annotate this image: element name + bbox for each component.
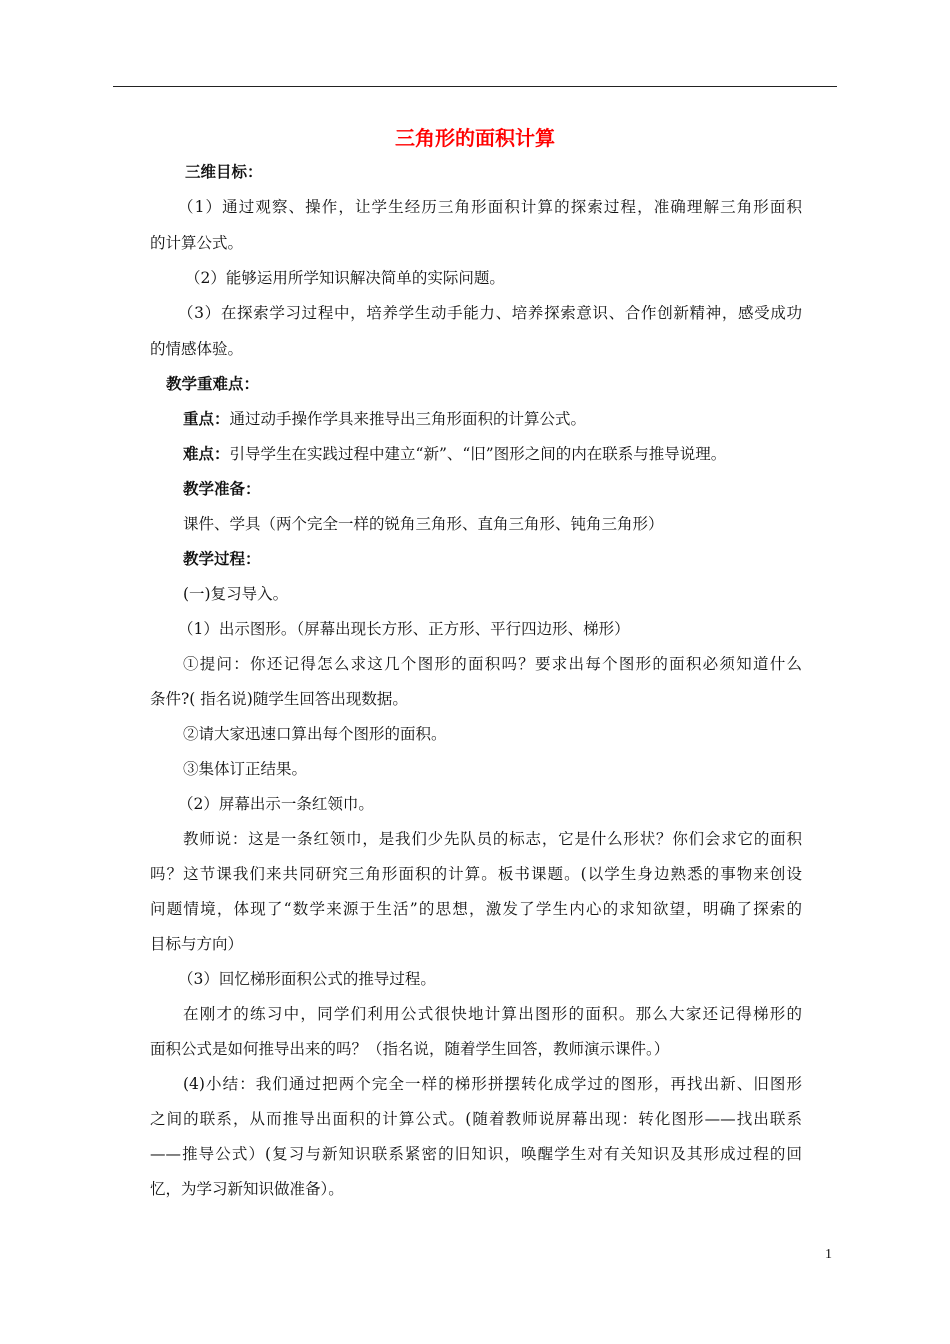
preparation-heading: 教学准备： — [183, 480, 261, 498]
difficulty-label: 难点： — [183, 445, 230, 463]
question-2: ②请大家迅速口算出每个图形的面积。 — [183, 725, 447, 743]
process-step-2: （2）屏幕出示一条红领巾。 — [178, 795, 374, 813]
goal-item-1-line-1: （1）通过观察、操作，让学生经历三角形面积计算的探索过程，准确理解三角形面积 — [178, 198, 802, 216]
teacher-says-line-3: 问题情境，体现了“数学来源于生活”的思想，激发了学生内心的求知欲望，明确了探索的 — [150, 900, 802, 918]
recall-line-2: 面积公式是如何推导出来的吗？（指名说，随着学生回答，教师演示课件。） — [150, 1040, 670, 1058]
goals-heading: 三维目标： — [185, 163, 263, 181]
summary-line-2: 之间的联系，从而推导出面积的计算公式。(随着教师说屏幕出现：转化图形——找出联系 — [150, 1110, 802, 1128]
teacher-says-line-2: 吗？这节课我们来共同研究三角形面积的计算。板书课题。(以学生身边熟悉的事物来创设 — [150, 865, 802, 883]
document-title: 三角形的面积计算 — [395, 126, 555, 150]
question-1-line-1: ①提问：你还记得怎么求这几个图形的面积吗？要求出每个图形的面积必须知道什么 — [183, 655, 802, 673]
difficulty-text: 引导学生在实践过程中建立“新”、“旧”图形之间的内在联系与推导说理。 — [229, 445, 727, 463]
key-point-label: 重点： — [183, 410, 230, 428]
question-1-line-2: 条件?( 指名说)随学生回答出现数据。 — [150, 690, 408, 708]
summary-line-4: 忆，为学习新知识做准备）。 — [150, 1180, 344, 1198]
recall-line-1: 在刚才的练习中，同学们利用公式很快地计算出图形的面积。那么大家还记得梯形的 — [183, 1005, 802, 1023]
summary-line-1: (4)小结：我们通过把两个完全一样的梯形拼摆转化成学过的图形，再找出新、旧图形 — [183, 1075, 802, 1093]
process-step-1: （1）出示图形。（屏幕出现长方形、正方形、平行四边形、梯形） — [178, 620, 630, 638]
key-points-heading: 教学重难点： — [166, 375, 260, 393]
process-heading: 教学过程： — [183, 550, 261, 568]
summary-line-3: ——推导公式）(复习与新知识联系紧密的旧知识，唤醒学生对有关知识及其形成过程的回 — [150, 1145, 802, 1163]
goal-item-3-line-1: （3）在探索学习过程中，培养学生动手能力、培养探索意识、合作创新精神，感受成功 — [178, 304, 802, 322]
page-number: 1 — [825, 1247, 832, 1262]
question-3: ③集体订正结果。 — [183, 760, 308, 778]
header-rule — [113, 86, 837, 87]
difficulty-point — [183, 444, 726, 464]
process-step-3: （3）回忆梯形面积公式的推导过程。 — [178, 970, 436, 988]
goal-item-3-line-2: 的情感体验。 — [150, 340, 244, 358]
teacher-says-line-4: 目标与方向） — [150, 935, 244, 953]
key-point — [183, 409, 586, 429]
key-point-text: 通过动手操作学具来推导出三角形面积的计算公式。 — [229, 410, 587, 428]
teacher-says-line-1: 教师说：这是一条红领巾，是我们少先队员的标志，它是什么形状？你们会求它的面积 — [183, 830, 802, 848]
preparation-text: 课件、学具（两个完全一样的锐角三角形、直角三角形、钝角三角形） — [183, 515, 664, 533]
process-part-1: (一)复习导入。 — [183, 585, 289, 603]
goal-item-2: （2）能够运用所学知识解决简单的实际问题。 — [185, 269, 505, 287]
goal-item-1-line-2: 的计算公式。 — [150, 234, 244, 252]
